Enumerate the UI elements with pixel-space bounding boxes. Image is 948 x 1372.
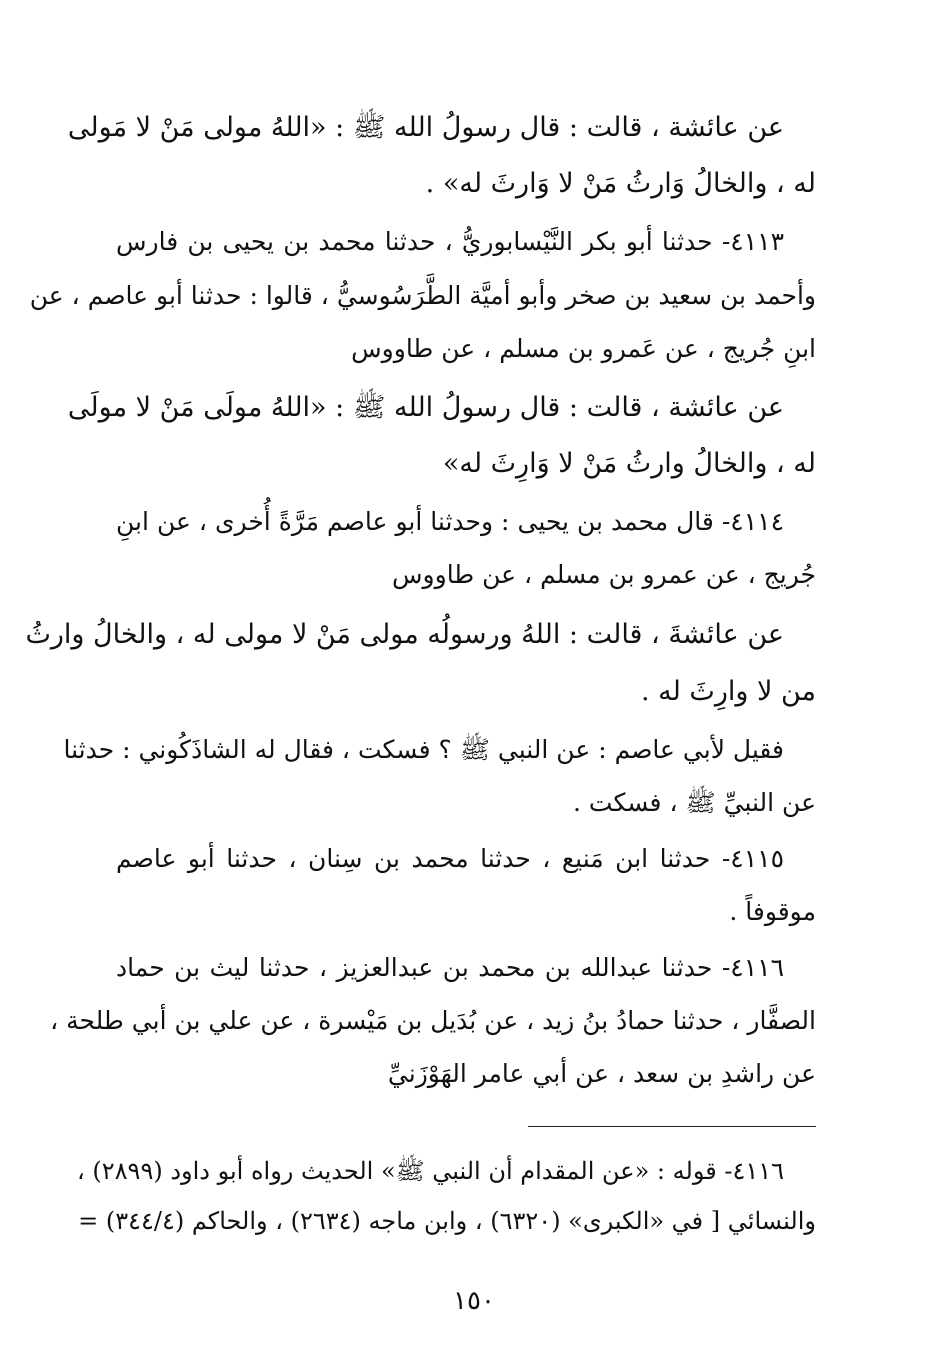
text-line: ابنِ جُريج ، عن عَمرو بن مسلم ، عن طاووس	[351, 334, 816, 363]
text-line: عن عائشة ، قالت : قال رسولُ الله ﷺ : «اللهُ مولى مَنْ لا مَولى	[67, 112, 784, 143]
text-line: عن عائشةَ ، قالت : اللهُ ورسولُه مولى مَنْ لا مولى له ، والخالُ وارثُ	[25, 619, 784, 650]
text-line: عن عائشة ، قالت : قال رسولُ الله ﷺ : «اللهُ مولَى مَنْ لا مولَى	[67, 392, 784, 423]
text-line: عن النبيِّ ﷺ ، فسكت .	[573, 788, 816, 817]
text-line: عن راشدِ بن سعد ، عن أبي عامر الهَوْزَنيِّ	[387, 1059, 816, 1088]
text-line: فقيل لأبي عاصم : عن النبي ﷺ ؟ فسكت ، فقال له الشاذَكُوني : حدثنا	[63, 735, 784, 764]
text-line: ٤١١٥- حدثنا ابن مَنيع ، حدثنا محمد بن سِنان ، حدثنا أبو عاصم	[116, 844, 784, 873]
page-number: ١٥٠	[453, 1286, 495, 1316]
text-line: ٤١١٣- حدثنا أبو بكر النَّيْسابوريُّ ، حدثنا محمد بن يحيى بن فارس	[116, 227, 784, 256]
text-line: من لا وارِثَ له .	[640, 676, 816, 707]
text-line: له ، والخالُ وارثُ مَنْ لا وَارِثَ له»	[442, 448, 816, 479]
text-line: جُريج ، عن عمرو بن مسلم ، عن طاووس	[392, 560, 816, 589]
text-line: وأحمد بن سعيد بن صخر وأبو أميَّة الطَّرَسُوسيُّ ، قالوا : حدثنا أبو عاصم ، عن	[29, 281, 816, 310]
footnote-separator	[528, 1126, 816, 1127]
text-line: موقوفاً .	[729, 897, 816, 926]
text-line: ٤١١٦- حدثنا عبدالله بن محمد بن عبدالعزيز ، حدثنا ليث بن حماد	[116, 953, 784, 982]
footnote-line: ٤١١٦- قوله : «عن المقدام أن النبي ﷺ» الحديث رواه أبو داود (٢٨٩٩) ،	[77, 1157, 784, 1185]
text-line: الصفَّار ، حدثنا حمادُ بنُ زيد ، عن بُدَيل بن مَيْسرة ، عن علي بن أبي طلحة ،	[50, 1006, 816, 1035]
footnote-line: والنسائي [ في «الكبرى» (٦٣٢٠) ، وابن ماجه (٢٦٣٤) ، والحاكم (٣٤٤/٤) =	[78, 1207, 816, 1235]
text-line: له ، والخالُ وَارثُ مَنْ لا وَارثَ له» .	[425, 168, 816, 199]
text-line: ٤١١٤- قال محمد بن يحيى : وحدثنا أبو عاصم مَرَّةً أُخرى ، عن ابنِ	[116, 507, 784, 536]
